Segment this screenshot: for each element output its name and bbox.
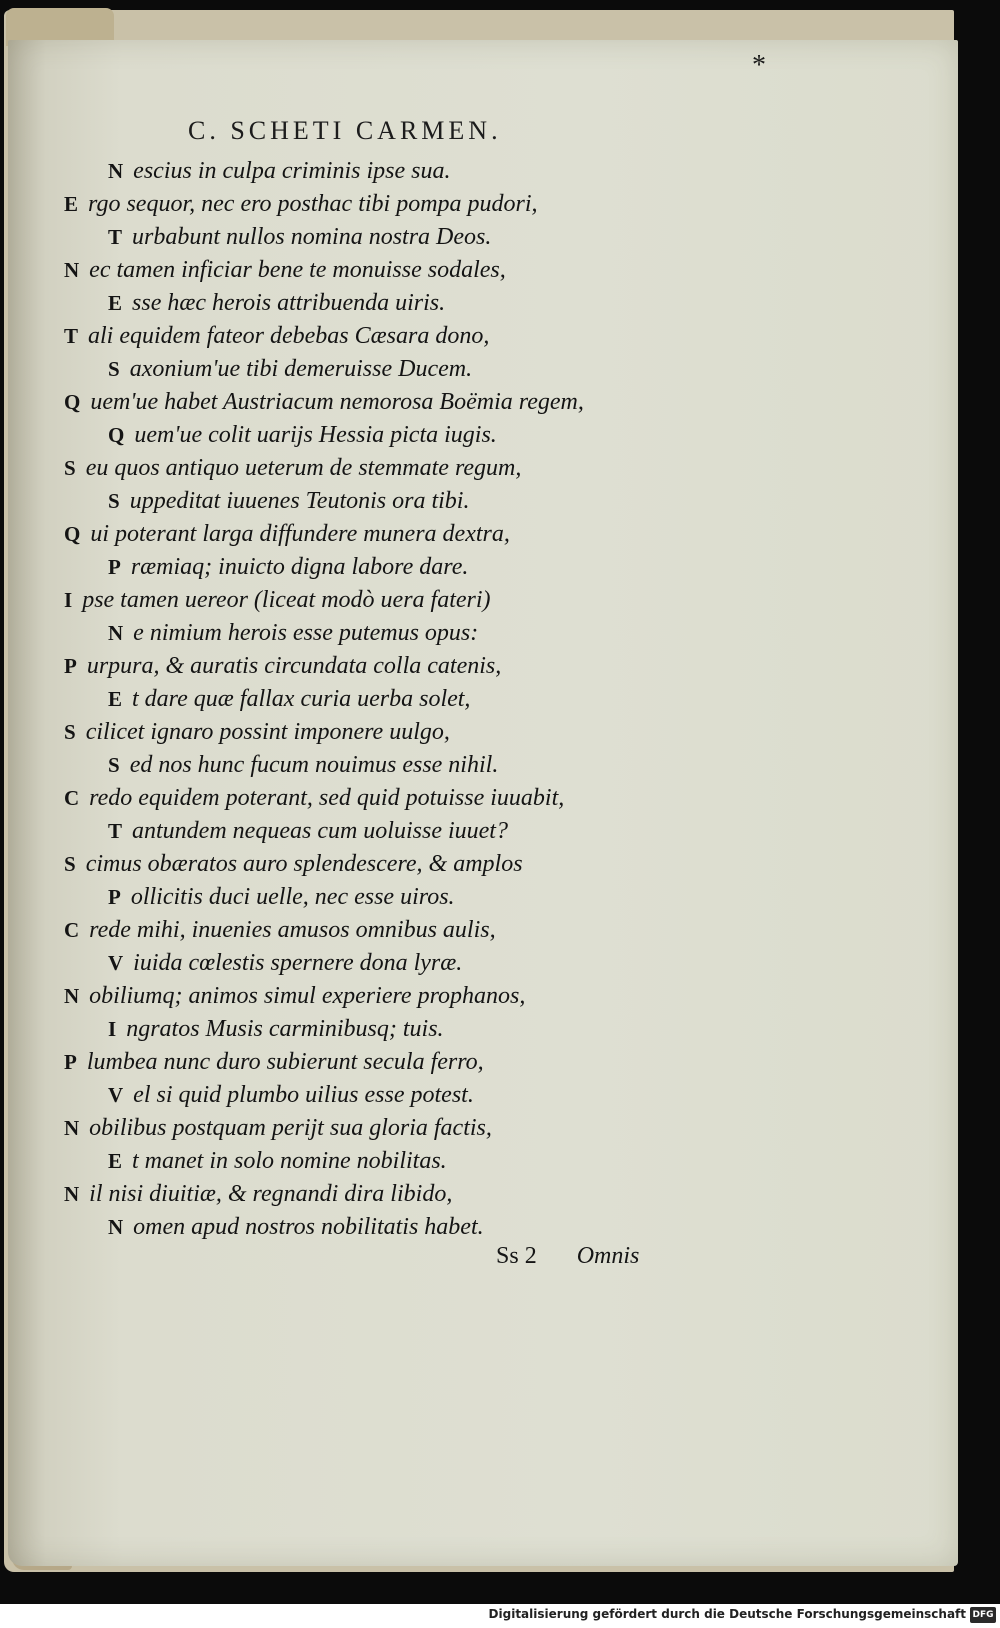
signature-mark: * — [752, 50, 766, 81]
verse-line — [108, 486, 469, 516]
verse-text: cimus obæratos auro splendescere, & amplos — [85, 851, 523, 877]
verse-initial: S — [64, 720, 76, 744]
catchword: Omnis — [576, 1243, 640, 1269]
verse-text: urpura, & auratis circundata colla catenis, — [86, 653, 502, 679]
verse-initial: C — [64, 786, 80, 810]
verse-line — [64, 453, 521, 483]
verse-line — [108, 354, 472, 384]
verse-line — [64, 585, 491, 615]
verse-line — [108, 1080, 474, 1110]
verse-initial: C — [64, 918, 80, 942]
verse-line — [64, 1047, 484, 1077]
verse-initial: N — [64, 1116, 80, 1140]
verse-text: iuida cœlestis spernere dona lyræ. — [133, 950, 463, 976]
verse-initial: T — [64, 324, 79, 348]
verse-initial: P — [64, 654, 77, 678]
verse-line — [108, 288, 445, 318]
verse-text: e nimium herois esse putemus opus: — [133, 620, 479, 646]
verse-text: eu quos antiquo ueterum de stemmate regum, — [85, 455, 522, 481]
footer-bar — [0, 1604, 1000, 1628]
verse-initial: N — [64, 258, 80, 282]
verse-line — [108, 684, 470, 714]
verse-text: ed nos hunc fucum nouimus esse nihil. — [129, 752, 499, 778]
verse-initial: S — [108, 753, 120, 777]
verse-text: el si quid plumbo uilius esse potest. — [133, 1082, 474, 1108]
verse-line — [64, 981, 525, 1011]
verse-line — [64, 783, 564, 813]
verse-text: il nisi diuitiæ, & regnandi dira libido, — [89, 1181, 453, 1207]
verse-text: ollicitis duci uelle, nec esse uiros. — [130, 884, 455, 910]
verse-line — [108, 882, 455, 912]
verse-initial: P — [64, 1050, 77, 1074]
verse-text: axonium'ue tibi demeruisse Ducem. — [129, 356, 473, 382]
running-head: C. SCHETI CARMEN. — [188, 116, 502, 145]
verse-initial: S — [108, 357, 120, 381]
verse-text: t dare quæ fallax curia uerba solet, — [132, 686, 471, 712]
verse-text: cilicet ignaro possint imponere uulgo, — [85, 719, 450, 745]
verse-initial: P — [108, 555, 121, 579]
verse-text: sse hæc herois attribuenda uiris. — [132, 290, 446, 316]
verse-initial: I — [108, 1017, 117, 1041]
verse-text: t manet in solo nomine nobilitas. — [132, 1148, 447, 1174]
verse-initial: S — [108, 489, 120, 513]
verse-initial: E — [64, 192, 79, 216]
verse-initial: Q — [64, 390, 81, 414]
verse-line — [108, 156, 450, 186]
funding-credit: Digitalisierung gefördert durch die Deutsche Forschungsgemeinschaft — [488, 1607, 966, 1621]
dfg-logo-icon: DFG — [970, 1607, 996, 1623]
verse-initial: T — [108, 819, 123, 843]
verse-text: antundem nequeas cum uoluisse iuuet? — [132, 818, 508, 844]
verse-line — [64, 1113, 492, 1143]
verse-line — [108, 420, 497, 450]
verse-initial: V — [108, 1083, 124, 1107]
verse-line — [108, 948, 462, 978]
verse-text: escius in culpa criminis ipse sua. — [133, 158, 451, 184]
verse-initial: N — [64, 1182, 80, 1206]
verse-text: ec tamen inficiar bene te monuisse sodales, — [89, 257, 506, 283]
verse-line — [108, 1014, 444, 1044]
verse-initial: E — [108, 291, 123, 315]
verse-text: ali equidem fateor debebas Cæsara dono, — [88, 323, 490, 349]
verse-text: obilibus postquam perijt sua gloria factis, — [89, 1115, 492, 1141]
verse-text: urbabunt nullos nomina nostra Deos. — [132, 224, 492, 250]
verse-line — [108, 816, 508, 846]
verse-line — [64, 915, 496, 945]
verse-text: omen apud nostros nobilitatis habet. — [133, 1214, 484, 1240]
verse-initial: E — [108, 1149, 123, 1173]
verse-initial: S — [64, 456, 76, 480]
verse-initial: S — [64, 852, 76, 876]
verse-text: rede mihi, inuenies amusos omnibus aulis, — [89, 917, 496, 943]
verse-line — [108, 1146, 447, 1176]
verse-line — [108, 552, 468, 582]
verse-initial: Q — [108, 423, 125, 447]
verse-text: redo equidem poterant, sed quid potuisse iuuabit, — [89, 785, 565, 811]
verse-line — [64, 321, 489, 351]
verse-line — [64, 651, 501, 681]
verse-initial: T — [108, 225, 123, 249]
verse-text: uem'ue colit uarijs Hessia picta iugis. — [134, 422, 497, 448]
signature: Ss 2 — [496, 1243, 537, 1269]
verse-line — [64, 387, 584, 417]
verse-initial: I — [64, 588, 73, 612]
verse-line — [108, 222, 491, 252]
verse-initial: P — [108, 885, 121, 909]
verse-line — [64, 255, 506, 285]
verse-text: ui poterant larga diffundere munera dextra, — [90, 521, 510, 547]
verse-initial: V — [108, 951, 124, 975]
verse-initial: N — [108, 621, 124, 645]
verse-line — [64, 189, 538, 219]
verse-line — [108, 618, 478, 648]
verse-line — [108, 750, 498, 780]
verse-line — [64, 849, 523, 879]
verse-line — [64, 519, 510, 549]
verse-initial: N — [64, 984, 80, 1008]
verse-text: ræmiaq; inuicto digna labore dare. — [130, 554, 469, 580]
verse-text: ngratos Musis carminibusq; tuis. — [126, 1016, 444, 1042]
verse-text: uppeditat iuuenes Teutonis ora tibi. — [129, 488, 470, 514]
verse-text: rgo sequor, nec ero posthac tibi pompa pudori, — [88, 191, 538, 217]
verse-line — [108, 1212, 484, 1242]
verse-initial: Q — [64, 522, 81, 546]
verse-text: uem'ue habet Austriacum nemorosa Boëmia regem, — [90, 389, 584, 415]
verse-initial: N — [108, 1215, 124, 1239]
verse-text: lumbea nunc duro subierunt secula ferro, — [86, 1049, 484, 1075]
verse-initial: E — [108, 687, 123, 711]
catchline — [496, 1243, 639, 1270]
verse-text: obiliumq; animos simul experiere prophanos, — [89, 983, 526, 1009]
verse-initial: N — [108, 159, 124, 183]
verse-text: pse tamen uereor (liceat modò uera fateri) — [82, 587, 491, 613]
verse-line — [64, 1179, 452, 1209]
verse-line — [64, 717, 450, 747]
